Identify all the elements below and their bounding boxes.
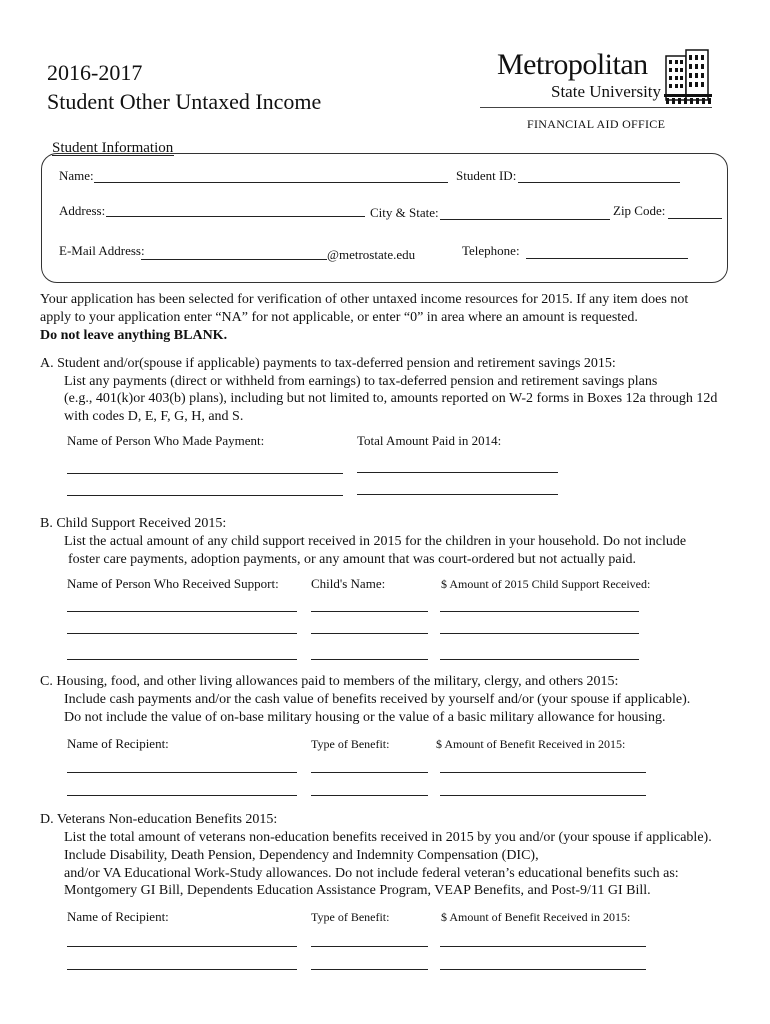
section-c-col-type: Type of Benefit:	[311, 737, 390, 751]
section-a-amount-field-2[interactable]	[357, 494, 558, 495]
section-a-name-field-1[interactable]	[67, 473, 343, 474]
city-state-label: City & State:	[370, 205, 439, 220]
telephone-label: Telephone:	[462, 243, 520, 258]
email-label: E-Mail Address:	[59, 243, 145, 258]
section-c-col-amount: $ Amount of Benefit Received in 2015:	[436, 737, 626, 751]
section-d-line-1: List the total amount of veterans non-education benefits received in 2015 by you and/or (your spouse if applicable).	[64, 830, 712, 845]
section-c-amount-field-2[interactable]	[440, 795, 646, 796]
section-b-amount-field-2[interactable]	[440, 633, 639, 634]
section-b-amount-field-1[interactable]	[440, 611, 639, 612]
section-b-name-field-3[interactable]	[67, 659, 297, 660]
section-d-col-recipient: Name of Recipient:	[67, 909, 169, 924]
section-c-recipient-field-2[interactable]	[67, 795, 297, 796]
section-d-col-amount: $ Amount of Benefit Received in 2015:	[441, 910, 631, 924]
section-d-heading: D. Veterans Non-education Benefits 2015:	[40, 812, 278, 827]
intro-line-2: apply to your application enter “NA” for not applicable, or enter “0” in area where an amount is requested.	[40, 310, 638, 325]
section-a-amount-field-1[interactable]	[357, 472, 558, 473]
section-b-line-1: List the actual amount of any child support received in 2015 for the children in your household. Do not include	[64, 534, 687, 549]
section-d-line-3: and/or VA Educational Work-Study allowances. Do not include federal veteran’s educational benefits such as:	[64, 866, 679, 881]
section-a-line-2: (e.g., 401(k)or 403(b) plans), including but not limited to, amounts reported on W-2 forms in Boxes 12a through 12d	[64, 391, 718, 406]
section-c-amount-field-1[interactable]	[440, 772, 646, 773]
section-d-col-type: Type of Benefit:	[311, 910, 390, 924]
section-c-line-2: Do not include the value of on-base military housing or the value of a basic military allowance for housing.	[64, 710, 666, 725]
section-d-amount-field-1[interactable]	[440, 946, 646, 947]
section-a-name-field-2[interactable]	[67, 495, 343, 496]
email-field[interactable]	[141, 259, 327, 260]
section-d-recipient-field-2[interactable]	[67, 969, 297, 970]
section-b-child-field-3[interactable]	[311, 659, 428, 660]
logo-wordmark: Metropolitan	[497, 48, 648, 81]
email-domain: @metrostate.edu	[327, 247, 416, 262]
building-logo-icon	[664, 48, 712, 104]
address-label: Address:	[59, 203, 106, 218]
section-c-heading: C. Housing, food, and other living allowances paid to members of the military, clergy, and others 2015:	[40, 674, 619, 689]
section-d-amount-field-2[interactable]	[440, 969, 646, 970]
section-a-col-name: Name of Person Who Made Payment:	[67, 433, 265, 448]
intro-warning: Do not leave anything BLANK.	[40, 328, 228, 343]
zip-code-label: Zip Code:	[613, 203, 666, 218]
section-b-col-child: Child's Name:	[311, 576, 386, 591]
section-d-line-4: Montgomery GI Bill, Dependents Education Assistance Program, VEAP Benefits, and Post-9/11 GI Bill.	[64, 883, 651, 898]
zip-code-field[interactable]	[668, 218, 722, 219]
logo-divider	[480, 107, 712, 108]
section-b-child-field-2[interactable]	[311, 633, 428, 634]
name-label: Name:	[59, 168, 94, 183]
address-field[interactable]	[106, 216, 365, 217]
section-c-line-1: Include cash payments and/or the cash value of benefits received by yourself and/or (your spouse if applicable).	[64, 692, 691, 707]
section-b-col-amount: $ Amount of 2015 Child Support Received:	[441, 577, 651, 591]
section-d-recipient-field-1[interactable]	[67, 946, 297, 947]
office-name: FINANCIAL AID OFFICE	[527, 117, 666, 131]
student-id-label: Student ID:	[456, 168, 517, 183]
section-d-type-field-2[interactable]	[311, 969, 428, 970]
section-c-col-recipient: Name of Recipient:	[67, 736, 169, 751]
name-field[interactable]	[94, 182, 448, 183]
section-a-line-1: List any payments (direct or withheld from earnings) to tax-deferred pension and retirement savings plans	[64, 374, 658, 389]
section-a-col-amount: Total Amount Paid in 2014:	[357, 433, 502, 448]
section-b-name-field-2[interactable]	[67, 633, 297, 634]
section-b-name-field-1[interactable]	[67, 611, 297, 612]
section-b-line-2: foster care payments, adoption payments, or any amount that was court-ordered but not actually paid.	[68, 552, 636, 567]
section-c-recipient-field-1[interactable]	[67, 772, 297, 773]
intro-line-1: Your application has been selected for verification of other untaxed income resources for 2015. If any item does not	[40, 292, 689, 307]
student-info-heading: Student Information	[52, 140, 174, 156]
logo-subtitle: State University	[551, 82, 662, 101]
section-c-type-field-2[interactable]	[311, 795, 428, 796]
section-d-type-field-1[interactable]	[311, 946, 428, 947]
form-year: 2016-2017	[47, 60, 143, 85]
section-b-child-field-1[interactable]	[311, 611, 428, 612]
telephone-field[interactable]	[526, 258, 688, 259]
section-b-amount-field-3[interactable]	[440, 659, 639, 660]
section-c-type-field-1[interactable]	[311, 772, 428, 773]
student-id-field[interactable]	[518, 182, 680, 183]
form-title: Student Other Untaxed Income	[47, 89, 322, 114]
section-a-heading: A. Student and/or(spouse if applicable) payments to tax-deferred pension and retirement savings 2015:	[40, 356, 616, 371]
section-b-heading: B. Child Support Received 2015:	[40, 516, 227, 531]
section-b-col-name: Name of Person Who Received Support:	[67, 576, 279, 591]
section-a-line-3: with codes D, E, F, G, H, and S.	[64, 409, 244, 424]
city-state-field[interactable]	[440, 219, 610, 220]
section-d-line-2: Include Disability, Death Pension, Dependency and Indemnity Compensation (DIC),	[64, 848, 539, 863]
